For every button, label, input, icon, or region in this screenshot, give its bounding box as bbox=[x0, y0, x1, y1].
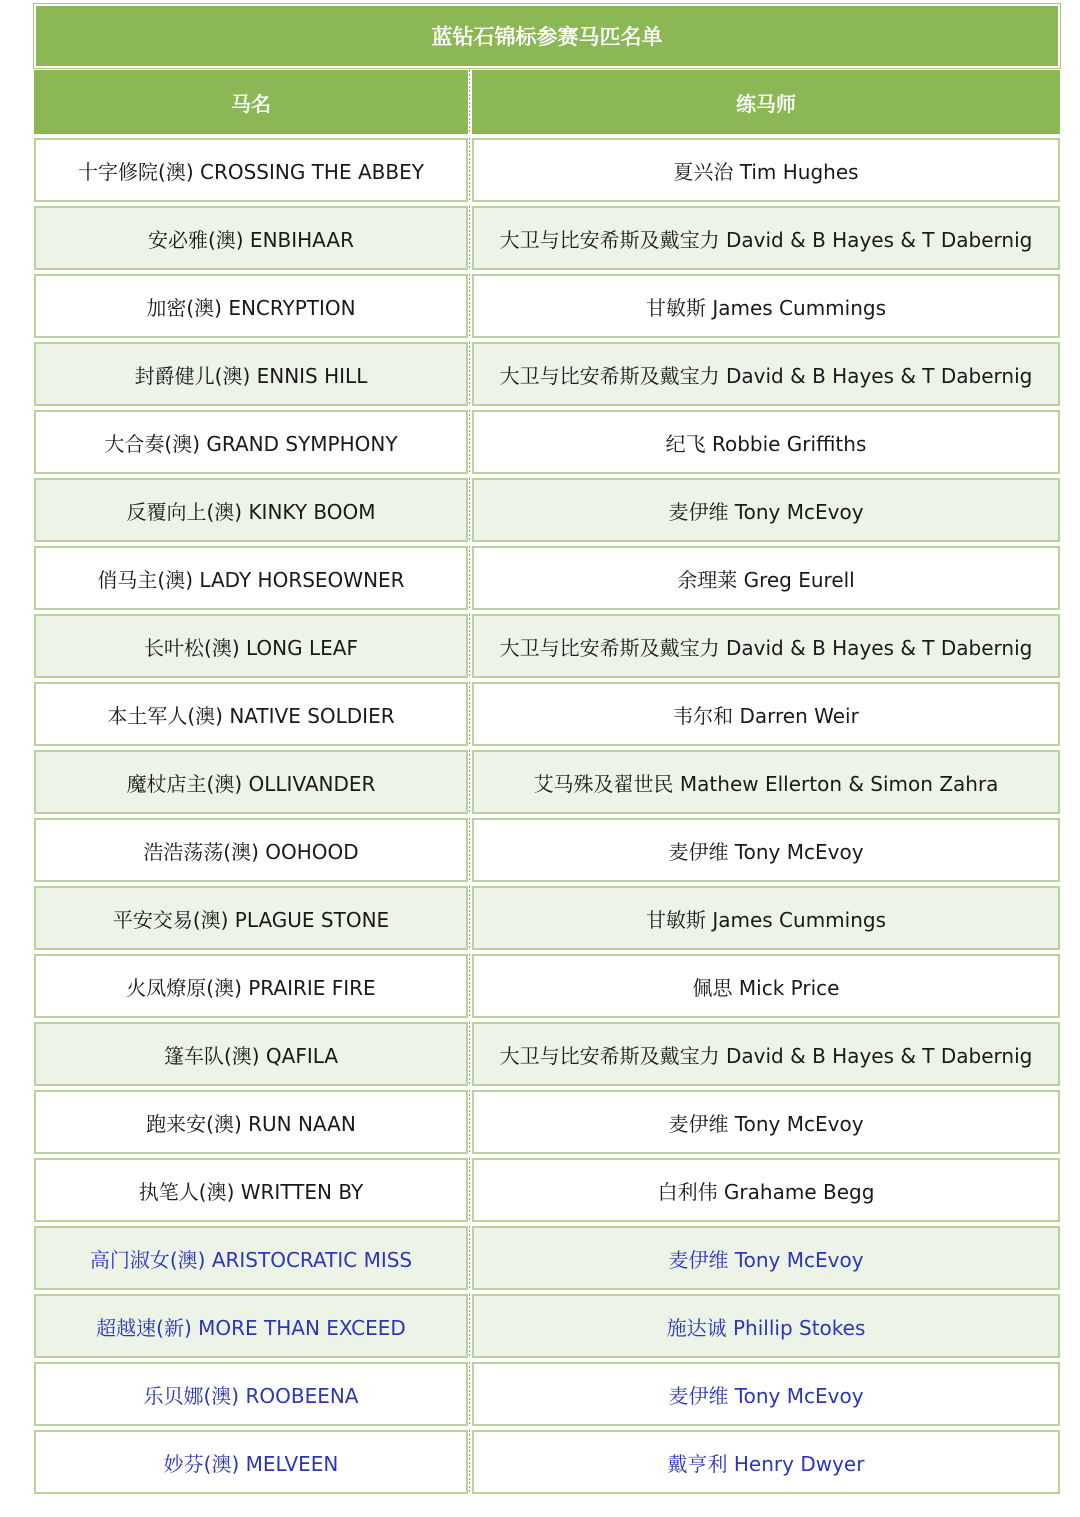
table-row bbox=[34, 206, 1060, 270]
table-row bbox=[34, 342, 1060, 406]
table-row bbox=[34, 478, 1060, 542]
table-row bbox=[34, 1022, 1060, 1086]
trainer-cell: 大卫与比安希斯及戴宝力 David & B Hayes & T Dabernig bbox=[472, 342, 1060, 406]
trainer-cell: 大卫与比安希斯及戴宝力 David & B Hayes & T Dabernig bbox=[472, 206, 1060, 270]
trainer-cell: 大卫与比安希斯及戴宝力 David & B Hayes & T Dabernig bbox=[472, 1022, 1060, 1086]
horse-name-cell: 高门淑女(澳) ARISTOCRATIC MISS bbox=[34, 1226, 468, 1290]
table-row-reserve bbox=[34, 1362, 1060, 1426]
table-row-reserve bbox=[34, 1294, 1060, 1358]
horse-name-cell: 执笔人(澳) WRITTEN BY bbox=[34, 1158, 468, 1222]
horse-name-cell: 跑来安(澳) RUN NAAN bbox=[34, 1090, 468, 1154]
trainer-cell: 麦伊维 Tony McEvoy bbox=[472, 1226, 1060, 1290]
table-row-reserve bbox=[34, 1226, 1060, 1290]
trainer-cell: 麦伊维 Tony McEvoy bbox=[472, 1362, 1060, 1426]
horse-name-cell: 超越速(新) MORE THAN EXCEED bbox=[34, 1294, 468, 1358]
horse-name-cell: 篷车队(澳) QAFILA bbox=[34, 1022, 468, 1086]
trainer-cell: 纪飞 Robbie Griffiths bbox=[472, 410, 1060, 474]
column-header-trainer: 练马师 bbox=[472, 70, 1060, 134]
trainer-cell: 麦伊维 Tony McEvoy bbox=[472, 818, 1060, 882]
trainer-cell: 余理莱 Greg Eurell bbox=[472, 546, 1060, 610]
table-title: 蓝钻石锦标参赛马匹名单 bbox=[34, 4, 1060, 68]
trainer-cell: 甘敏斯 James Cummings bbox=[472, 886, 1060, 950]
table-row bbox=[34, 410, 1060, 474]
table-row bbox=[34, 1158, 1060, 1222]
trainer-cell: 韦尔和 Darren Weir bbox=[472, 682, 1060, 746]
horse-name-cell: 反覆向上(澳) KINKY BOOM bbox=[34, 478, 468, 542]
horse-name-cell: 乐贝娜(澳) ROOBEENA bbox=[34, 1362, 468, 1426]
horse-name-cell: 浩浩荡荡(澳) OOHOOD bbox=[34, 818, 468, 882]
trainer-cell: 佩思 Mick Price bbox=[472, 954, 1060, 1018]
trainer-cell: 麦伊维 Tony McEvoy bbox=[472, 1090, 1060, 1154]
trainer-cell: 白利伟 Grahame Begg bbox=[472, 1158, 1060, 1222]
table-header-row bbox=[34, 70, 1060, 134]
table-row bbox=[34, 614, 1060, 678]
trainer-cell: 施达诚 Phillip Stokes bbox=[472, 1294, 1060, 1358]
horse-name-cell: 安必雅(澳) ENBIHAAR bbox=[34, 206, 468, 270]
horse-name-cell: 封爵健儿(澳) ENNIS HILL bbox=[34, 342, 468, 406]
table-row bbox=[34, 954, 1060, 1018]
horse-name-cell: 俏马主(澳) LADY HORSEOWNER bbox=[34, 546, 468, 610]
horse-name-cell: 长叶松(澳) LONG LEAF bbox=[34, 614, 468, 678]
horse-list-table bbox=[34, 4, 1060, 1498]
trainer-cell: 麦伊维 Tony McEvoy bbox=[472, 478, 1060, 542]
table-row bbox=[34, 138, 1060, 202]
table-row bbox=[34, 546, 1060, 610]
table-row bbox=[34, 274, 1060, 338]
trainer-cell: 夏兴治 Tim Hughes bbox=[472, 138, 1060, 202]
table-row bbox=[34, 750, 1060, 814]
horse-name-cell: 魔杖店主(澳) OLLIVANDER bbox=[34, 750, 468, 814]
table-row bbox=[34, 886, 1060, 950]
trainer-cell: 戴亨利 Henry Dwyer bbox=[472, 1430, 1060, 1494]
table-row bbox=[34, 818, 1060, 882]
horse-name-cell: 十字修院(澳) CROSSING THE ABBEY bbox=[34, 138, 468, 202]
horse-name-cell: 妙芬(澳) MELVEEN bbox=[34, 1430, 468, 1494]
trainer-cell: 甘敏斯 James Cummings bbox=[472, 274, 1060, 338]
horse-name-cell: 火凤燎原(澳) PRAIRIE FIRE bbox=[34, 954, 468, 1018]
horse-name-cell: 加密(澳) ENCRYPTION bbox=[34, 274, 468, 338]
trainer-cell: 大卫与比安希斯及戴宝力 David & B Hayes & T Dabernig bbox=[472, 614, 1060, 678]
column-header-horse: 马名 bbox=[34, 70, 468, 134]
trainer-cell: 艾马殊及翟世民 Mathew Ellerton & Simon Zahra bbox=[472, 750, 1060, 814]
horse-name-cell: 平安交易(澳) PLAGUE STONE bbox=[34, 886, 468, 950]
table-row-reserve bbox=[34, 1430, 1060, 1494]
horse-name-cell: 本土军人(澳) NATIVE SOLDIER bbox=[34, 682, 468, 746]
horse-name-cell: 大合奏(澳) GRAND SYMPHONY bbox=[34, 410, 468, 474]
table-row bbox=[34, 1090, 1060, 1154]
table-row bbox=[34, 682, 1060, 746]
